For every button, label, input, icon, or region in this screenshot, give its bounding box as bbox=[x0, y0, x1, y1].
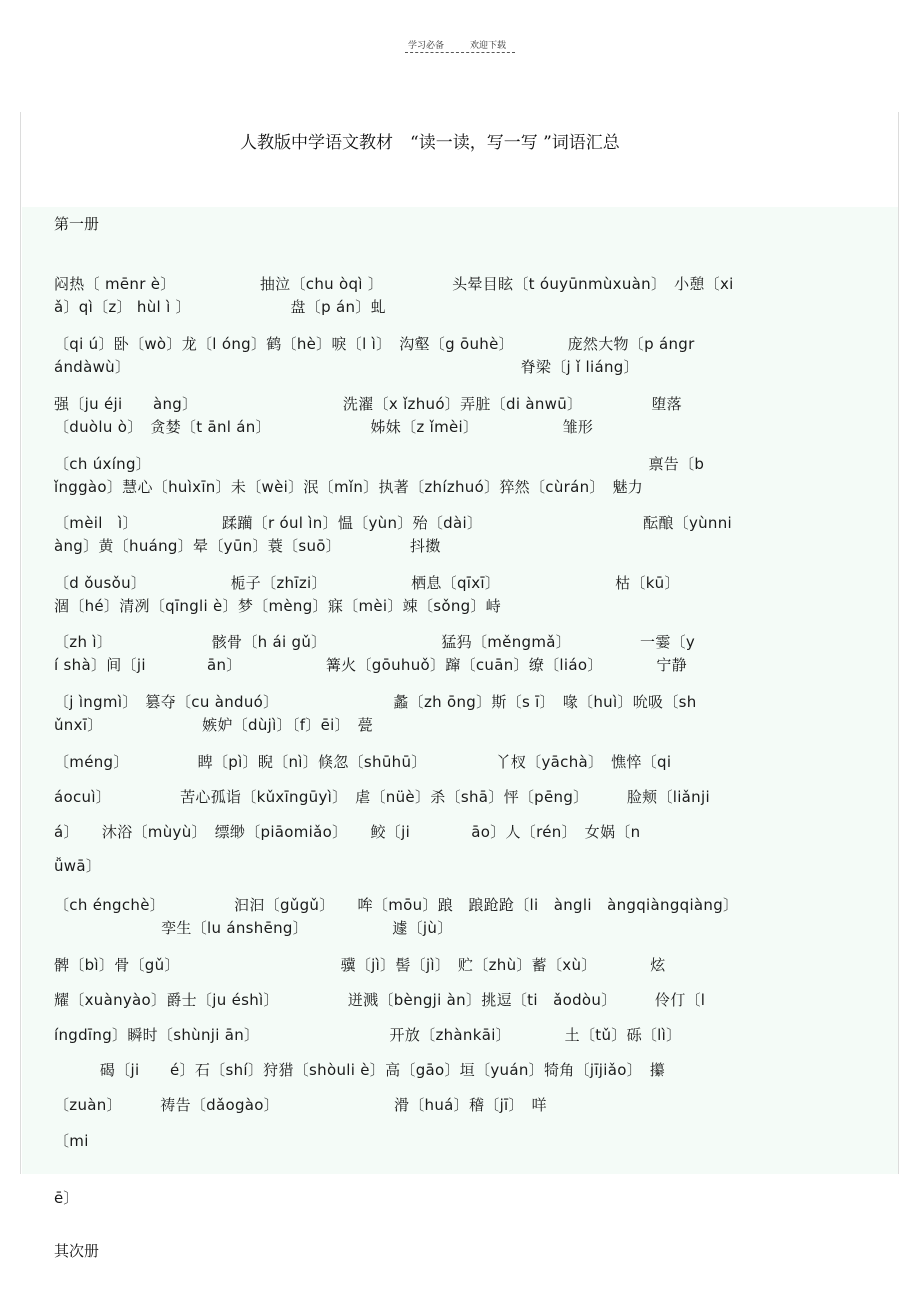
frame-left-line bbox=[20, 112, 21, 1174]
vocab-line: 〔zh ì〕 骸骨〔h ái gǔ〕 猛犸〔měngmǎ〕 一霎〔y bbox=[54, 633, 696, 651]
vocab-line: 〔méng〕 睥〔pì〕睨〔nì〕倏忽〔shūhū〕 丫杈〔yāchà〕 憔悴〔qi bbox=[54, 753, 672, 771]
vocab-line: àng〕黄〔huáng〕晕〔yūn〕蓑〔suō〕 抖擞 bbox=[54, 537, 441, 555]
vocab-line: 〔ch úxíng〕 禀告〔b bbox=[54, 455, 705, 473]
vocab-line: 涸〔hé〕清冽〔qīngli è〕梦〔mèng〕寐〔mèi〕竦〔sǒng〕峙 bbox=[54, 597, 502, 615]
vocab-line: ǐnggào〕慧心〔huìxīn〕未〔wèi〕泯〔mǐn〕执著〔zhízhuó〕猝然〔cùrán〕 魅力 bbox=[54, 478, 644, 496]
vocab-line: ándàwù〕 脊梁〔j ǐ liáng〕 bbox=[54, 358, 639, 376]
vocab-line: 碣〔ji é〕石〔shí〕狩猎〔shòuli è〕高〔gāo〕垣〔yuán〕犄角〔jījiǎo〕 攥 bbox=[54, 1061, 666, 1079]
frame-right-line bbox=[898, 112, 899, 1174]
vocab-line: 髀〔bì〕骨〔gǔ〕 骥〔jì〕髻〔jì〕 贮〔zhù〕蓄〔xù〕 炫 bbox=[54, 956, 666, 974]
header-right-text: 欢迎下载 bbox=[470, 41, 507, 51]
vocab-line: áocuì〕 苦心孤诣〔kǔxīngūyì〕 虐〔nüè〕杀〔shā〕怦〔pēng〕 脸颊〔liǎnji bbox=[54, 788, 710, 806]
vocab-line: á〕 沐浴〔mùyù〕 缥缈〔piāomiǎo〕 鲛〔ji āo〕人〔rén〕 女娲〔n bbox=[54, 823, 641, 841]
header-left-text: 学习必备 bbox=[408, 41, 445, 51]
vocab-line: 〔qi ú〕卧〔wò〕龙〔l óng〕鹤〔hè〕唳〔l ì〕 沟壑〔g ōuhè〕 庞然大物〔p ángr bbox=[54, 335, 695, 353]
vocab-line: 耀〔xuànyào〕爵士〔ju éshì〕 迸溅〔bèngji àn〕挑逗〔ti ǎodòu〕 伶仃〔l bbox=[54, 991, 706, 1009]
vocab-line: í shà〕间〔ji ān〕 篝火〔gōuhuǒ〕蹿〔cuān〕缭〔liáo〕 宁静 bbox=[54, 656, 687, 674]
vocab-line-continuation: ē〕 bbox=[54, 1189, 79, 1207]
vocab-line: íngdīng〕瞬时〔shùnji ān〕 开放〔zhànkāi〕 土〔tǔ〕砾〔lì〕 bbox=[54, 1026, 682, 1044]
vocab-line: 〔j ìngmì〕 篡夺〔cu ànduó〕 蠡〔zh ōng〕斯〔s ī〕 喙〔huì〕吮吸〔sh bbox=[54, 693, 697, 711]
vocab-line: 强〔ju éji àng〕 洗濯〔x ǐzhuó〕弄脏〔di ànwū〕 堕落 bbox=[54, 395, 682, 413]
header-divider bbox=[405, 52, 515, 53]
vocab-line: ǚwā〕 bbox=[54, 857, 102, 875]
vocabulary-box bbox=[22, 207, 898, 1174]
document-title: 人教版中学语文教材 “读一读，写一写 ”词语汇总 bbox=[240, 133, 620, 153]
section-label-book2: 其次册 bbox=[54, 1242, 100, 1260]
vocab-line: 〔ch éngchè〕 汩汩〔gǔgǔ〕 哞〔mōu〕踉 踉跄跄〔li àngli àngqiàngqiàng〕 bbox=[54, 896, 739, 914]
vocab-line: 闷热〔 mēnr è〕 抽泣〔chu òqì 〕 头晕目眩〔t óuyūnmùxuàn〕 小憩〔xi bbox=[54, 275, 734, 293]
vocab-line: 孪生〔lu ánshēng〕 遽〔jù〕 bbox=[54, 919, 453, 937]
vocab-line: 〔mèil ì〕 蹂躏〔r óul ìn〕愠〔yùn〕殆〔dài〕 酝酿〔yùnni bbox=[54, 514, 733, 532]
vocab-line: ǎ〕qì〔z〕 hùl ì 〕 盘〔p án〕虬 bbox=[54, 298, 386, 316]
vocab-line: 〔duòlu ò〕 贪婪〔t ānl án〕 姊妹〔z ǐmèi〕 雏形 bbox=[54, 418, 594, 436]
section-label-book1: 第一册 bbox=[54, 215, 100, 233]
vocab-line: 〔d ǒusǒu〕 栀子〔zhīzi〕 栖息〔qīxī〕 枯〔kū〕 bbox=[54, 574, 680, 592]
vocab-line: 〔mi bbox=[54, 1132, 89, 1150]
vocab-line: ǔnxī〕 嫉妒〔dùjì〕〔f〕ēi〕 甍 bbox=[54, 716, 373, 734]
vocab-line: 〔zuàn〕 祷告〔dǎogào〕 滑〔huá〕稽〔jī〕 咩 bbox=[54, 1096, 547, 1114]
